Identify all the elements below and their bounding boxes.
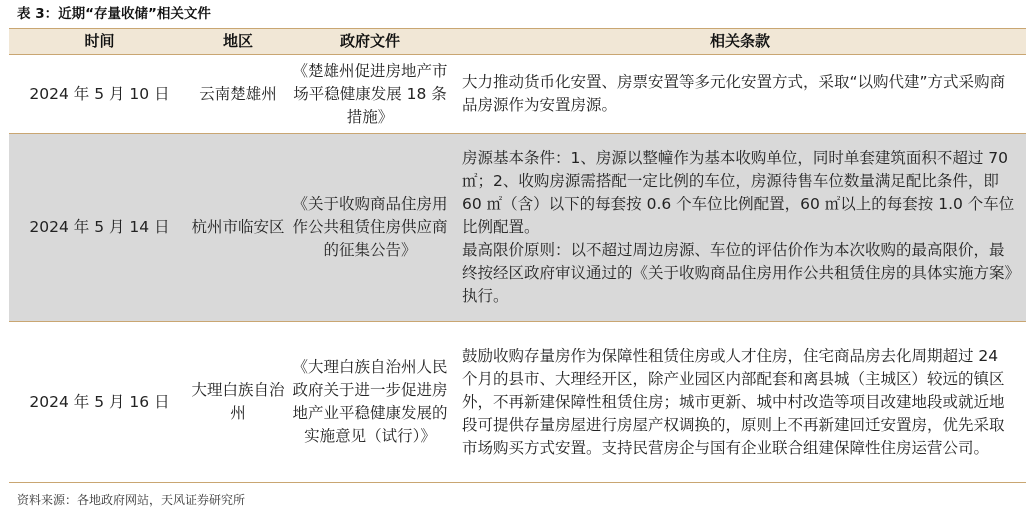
- table-row: [9, 134, 1026, 322]
- cell-terms: [454, 134, 1026, 322]
- cell-date: 2024 年 5 月 14 日: [9, 134, 190, 322]
- cell-date: 2024 年 5 月 16 日: [9, 322, 190, 483]
- table-caption: 表 3：近期“存量收储”相关文件: [17, 6, 211, 22]
- col-header-document: 政府文件: [286, 29, 454, 55]
- terms-paragraph: 大力推动货币化安置、房票安置等多元化安置方式，采取“以购代建”方式采购商品房源作为安置房源。: [462, 73, 1006, 114]
- header-row: [9, 29, 1026, 55]
- cell-terms: [454, 322, 1026, 483]
- cell-document: 《大理白族自治州人民政府关于进一步促进房地产业平稳健康发展的实施意见（试行）》: [286, 322, 454, 483]
- policy-table: [9, 29, 1026, 483]
- table-row: [9, 55, 1026, 134]
- terms-paragraph: 鼓励收购存量房作为保障性租赁住房或人才住房，住宅商品房去化周期超过 24 个月的县市、大理经开区，除产业园区内部配套和离县城（主城区）较远的镇区外，不再新建保障性租赁住房；城市更新、城中村改造等项目改建地段或就近地段可提供存量房屋进行房屋产权调换的，原则上不再新建回迁安置房，优先采取市场购买方式安置。支持民营房企与国有企业联合组建保障性住房运营公司。: [462, 346, 1005, 457]
- cell-document: 《楚雄州促进房地产市场平稳健康发展 18 条措施》: [286, 55, 454, 134]
- cell-region: 大理白族自治州: [190, 322, 286, 483]
- col-header-date: 时间: [9, 29, 190, 55]
- cell-region: 杭州市临安区: [190, 134, 286, 322]
- cell-date: 2024 年 5 月 10 日: [9, 55, 190, 134]
- terms-paragraph: 最高限价原则：以不超过周边房源、车位的评估价作为本次收购的最高限价，最终按经区政府审议通过的《关于收购商品住房用作公共租赁住房的具体实施方案》执行。: [462, 241, 1013, 305]
- cell-document: 《关于收购商品住房用作公共租赁住房供应商的征集公告》: [286, 134, 454, 322]
- cell-region: 云南楚雄州: [190, 55, 286, 134]
- col-header-terms: 相关条款: [454, 29, 1026, 55]
- terms-paragraph: 房源基本条件：1、房源以整幢作为基本收购单位，同时单套建筑面积不超过 70 ㎡；2、收购房源需搭配一定比例的车位，房源待售车位数量满足配比条件，即 60 ㎡（含）以下的每套按 0.6 个车位比例配置，60 ㎡以上的每套按 1.0 个车位比例配置。: [462, 149, 1015, 236]
- source-note: 资料来源：各地政府网站，天风证券研究所: [17, 493, 246, 507]
- col-header-region: 地区: [190, 29, 286, 55]
- cell-terms: [454, 55, 1026, 134]
- table-row: [9, 322, 1026, 483]
